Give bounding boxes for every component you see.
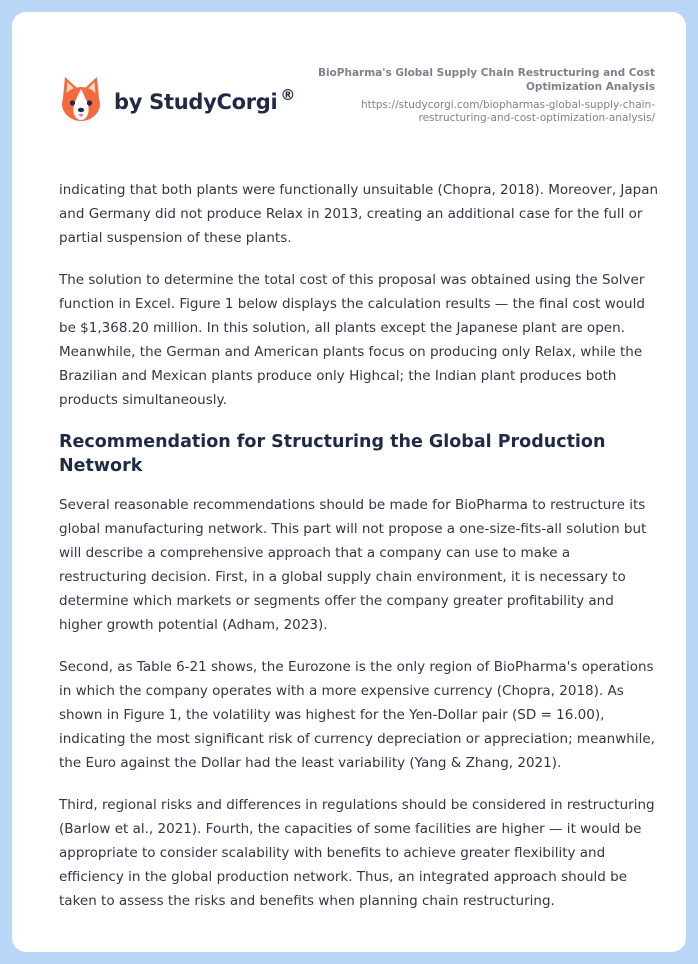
paragraph: Second, as Table 6-21 shows, the Eurozone is the only region of BioPharma's operations in which the company operates with a more expensive currency (Chopra, 2018). As shown in Figure 1, the volatility was highest for the Yen-Dollar pair (SD = 16.00), indicating the most significant risk of currency depreciation or appreciation; meanwhile, the Euro against the Dollar had the least variability (Yang & Zhang, 2021).: [59, 659, 655, 771]
document-meta: [295, 66, 655, 125]
section-heading: Recommendation for Structuring the Global Production Network: [59, 432, 606, 476]
document-page: [12, 12, 686, 952]
paragraph: Third, regional risks and differences in regulations should be considered in restructuring (Barlow et al., 2021). Fourth, the capacities of some facilities are higher — it would be appropriate to consider scalability with benefits to achieve greater flexibility and efficiency in the global production network. Thus, an integrated approach should be taken to assess the risks and benefits when planning chain restructuring.: [59, 797, 655, 909]
page-header: [12, 12, 686, 162]
paragraph: The solution to determine the total cost of this proposal was obtained using the Solver function in Excel. Figure 1 below displays the calculation results — the final cost would be $1,368.20 million. In this solution, all plants except the Japanese plant are open. Meanwhile, the German and American plants focus on producing only Relax, while the Brazilian and Mexican plants produce only Highcal; the Indian plant produces both products simultaneously.: [59, 272, 645, 408]
document-title: BioPharma's Global Supply Chain Restructuring and Cost Optimization Analysis: [317, 67, 655, 93]
corgi-logo-icon: [60, 76, 102, 124]
studycorgi-logo[interactable]: [60, 76, 295, 124]
brand-name: by StudyCorgi ®: [114, 86, 296, 114]
registered-mark: ®: [280, 86, 296, 104]
document-url[interactable]: https://studycorgi.com/biopharmas-global-supply-chain-restructuring-and-cost-optimization-analysis/: [360, 99, 655, 124]
paragraph: Several reasonable recommendations should be made for BioPharma to restructure its global manufacturing network. This part will not propose a one-size-fits-all solution but will describe a comprehensive approach that a company can use to make a restructuring decision. First, in a global supply chain environment, it is necessary to determine which markets or segments offer the company greater profitability and higher growth potential (Adham, 2023).: [59, 497, 647, 633]
paragraph: indicating that both plants were functionally unsuitable (Chopra, 2018). Moreover, Japan and Germany did not produce Relax in 2013, creating an additional case for the full or partial suspension of these plants.: [59, 182, 659, 246]
article-body: [59, 178, 659, 931]
